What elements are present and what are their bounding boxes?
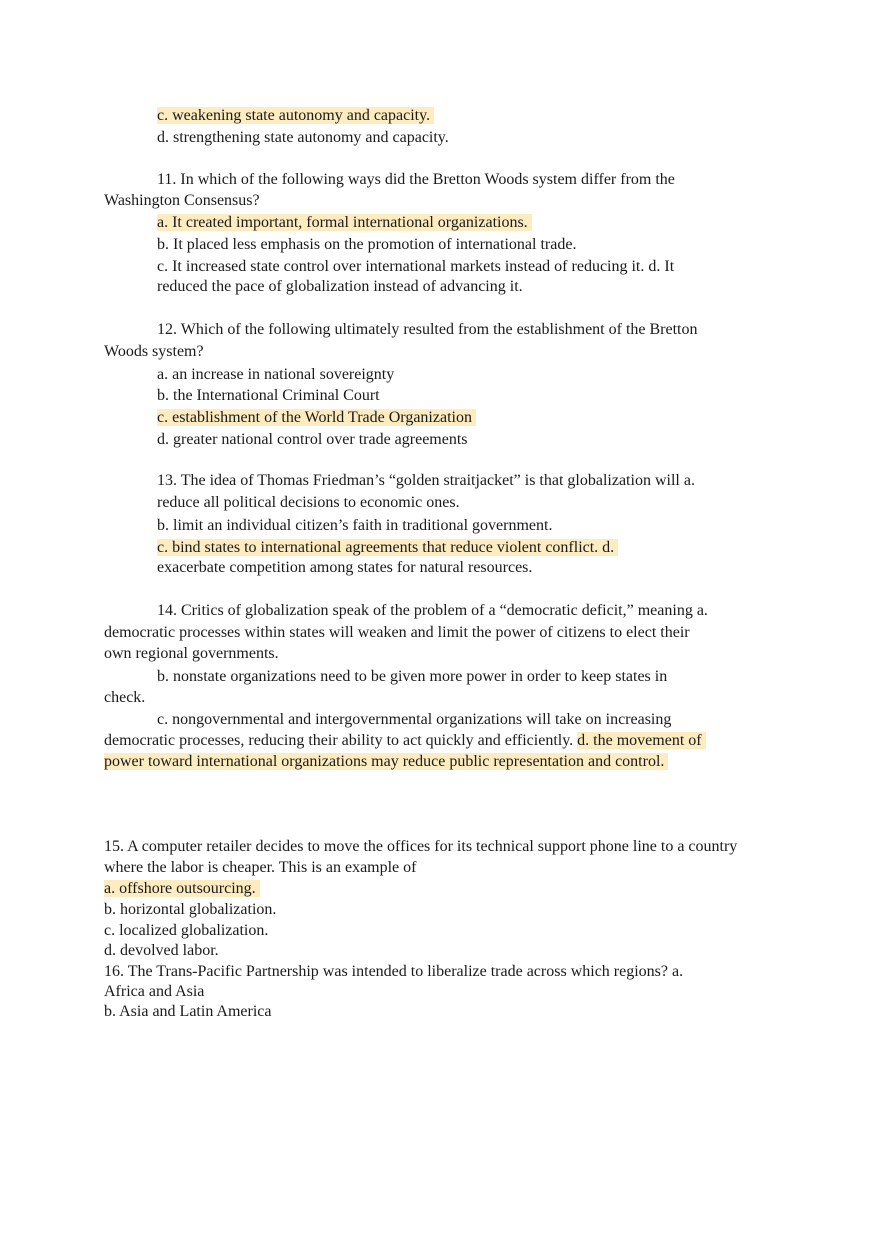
highlighted-answer: d. the movement of (577, 732, 705, 749)
q15-stem: 15. A computer retailer decides to move the offices for its technical support phone line to a country (104, 838, 738, 855)
q14-option-b: b. nonstate organizations need to be given more power in order to keep states in (157, 668, 668, 685)
q14-option-a-cont: own regional governments. (104, 645, 279, 662)
q14-option-a: democratic processes within states will weaken and limit the power of citizens to elect their (104, 624, 690, 641)
q13-option-b: b. limit an individual citizen’s faith in traditional government. (157, 517, 553, 534)
q15-stem-cont: where the labor is cheaper. This is an example of (104, 859, 417, 876)
q12-option-c (157, 408, 476, 428)
q15-option-d: d. devolved labor. (104, 942, 219, 959)
q10-option-c (157, 106, 434, 126)
q11-stem-cont: Washington Consensus? (104, 192, 260, 209)
q15-option-c: c. localized globalization. (104, 922, 269, 939)
q14-option-b-cont: check. (104, 689, 146, 706)
q13-stem: 13. The idea of Thomas Friedman’s “golden straitjacket” is that globalization will a. (157, 472, 695, 489)
q14-stem: 14. Critics of globalization speak of the problem of a “democratic deficit,” meaning a. (157, 602, 708, 619)
q16-option-b: b. Asia and Latin America (104, 1003, 272, 1020)
q11-stem: 11. In which of the following ways did the Bretton Woods system differ from the (157, 171, 675, 188)
q16-stem: 16. The Trans-Pacific Partnership was intended to liberalize trade across which regions? a. (104, 963, 684, 980)
q12-option-a: a. an increase in national sovereignty (157, 366, 395, 383)
highlighted-answer: c. bind states to international agreements that reduce violent conflict. d. (157, 539, 618, 556)
q14-option-d-cont (104, 752, 668, 772)
q11-option-a (157, 213, 532, 233)
q14-option-c-cont (104, 731, 706, 751)
q12-option-d: d. greater national control over trade agreements (157, 431, 468, 448)
q15-option-a (104, 879, 260, 899)
highlighted-answer: a. offshore outsourcing. (104, 880, 260, 897)
q14-option-c-text: democratic processes, reducing their ability to act quickly and efficiently. (104, 732, 578, 749)
q14-option-c: c. nongovernmental and intergovernmental organizations will take on increasing (157, 711, 672, 728)
q11-option-b: b. It placed less emphasis on the promotion of international trade. (157, 236, 577, 253)
q13-option-a: reduce all political decisions to economic ones. (157, 494, 460, 511)
highlighted-answer: c. weakening state autonomy and capacity. (157, 107, 434, 124)
q12-stem: 12. Which of the following ultimately resulted from the establishment of the Bretton (157, 321, 698, 338)
q15-option-b: b. horizontal globalization. (104, 901, 277, 918)
q13-option-d: exacerbate competition among states for natural resources. (157, 559, 533, 576)
q11-option-d: reduced the pace of globalization instead of advancing it. (157, 278, 523, 295)
highlighted-answer: c. establishment of the World Trade Organization (157, 409, 476, 426)
q11-option-c: c. It increased state control over international markets instead of reducing it. d. It (157, 258, 675, 275)
q10-option-d: d. strengthening state autonomy and capacity. (157, 129, 449, 146)
q12-option-b: b. the International Criminal Court (157, 387, 380, 404)
highlighted-answer: power toward international organizations may reduce public representation and control. (104, 753, 668, 770)
highlighted-answer: a. It created important, formal international organizations. (157, 214, 532, 231)
q12-stem-cont: Woods system? (104, 343, 204, 360)
q16-option-a: Africa and Asia (104, 983, 205, 1000)
q13-option-c (157, 538, 618, 558)
